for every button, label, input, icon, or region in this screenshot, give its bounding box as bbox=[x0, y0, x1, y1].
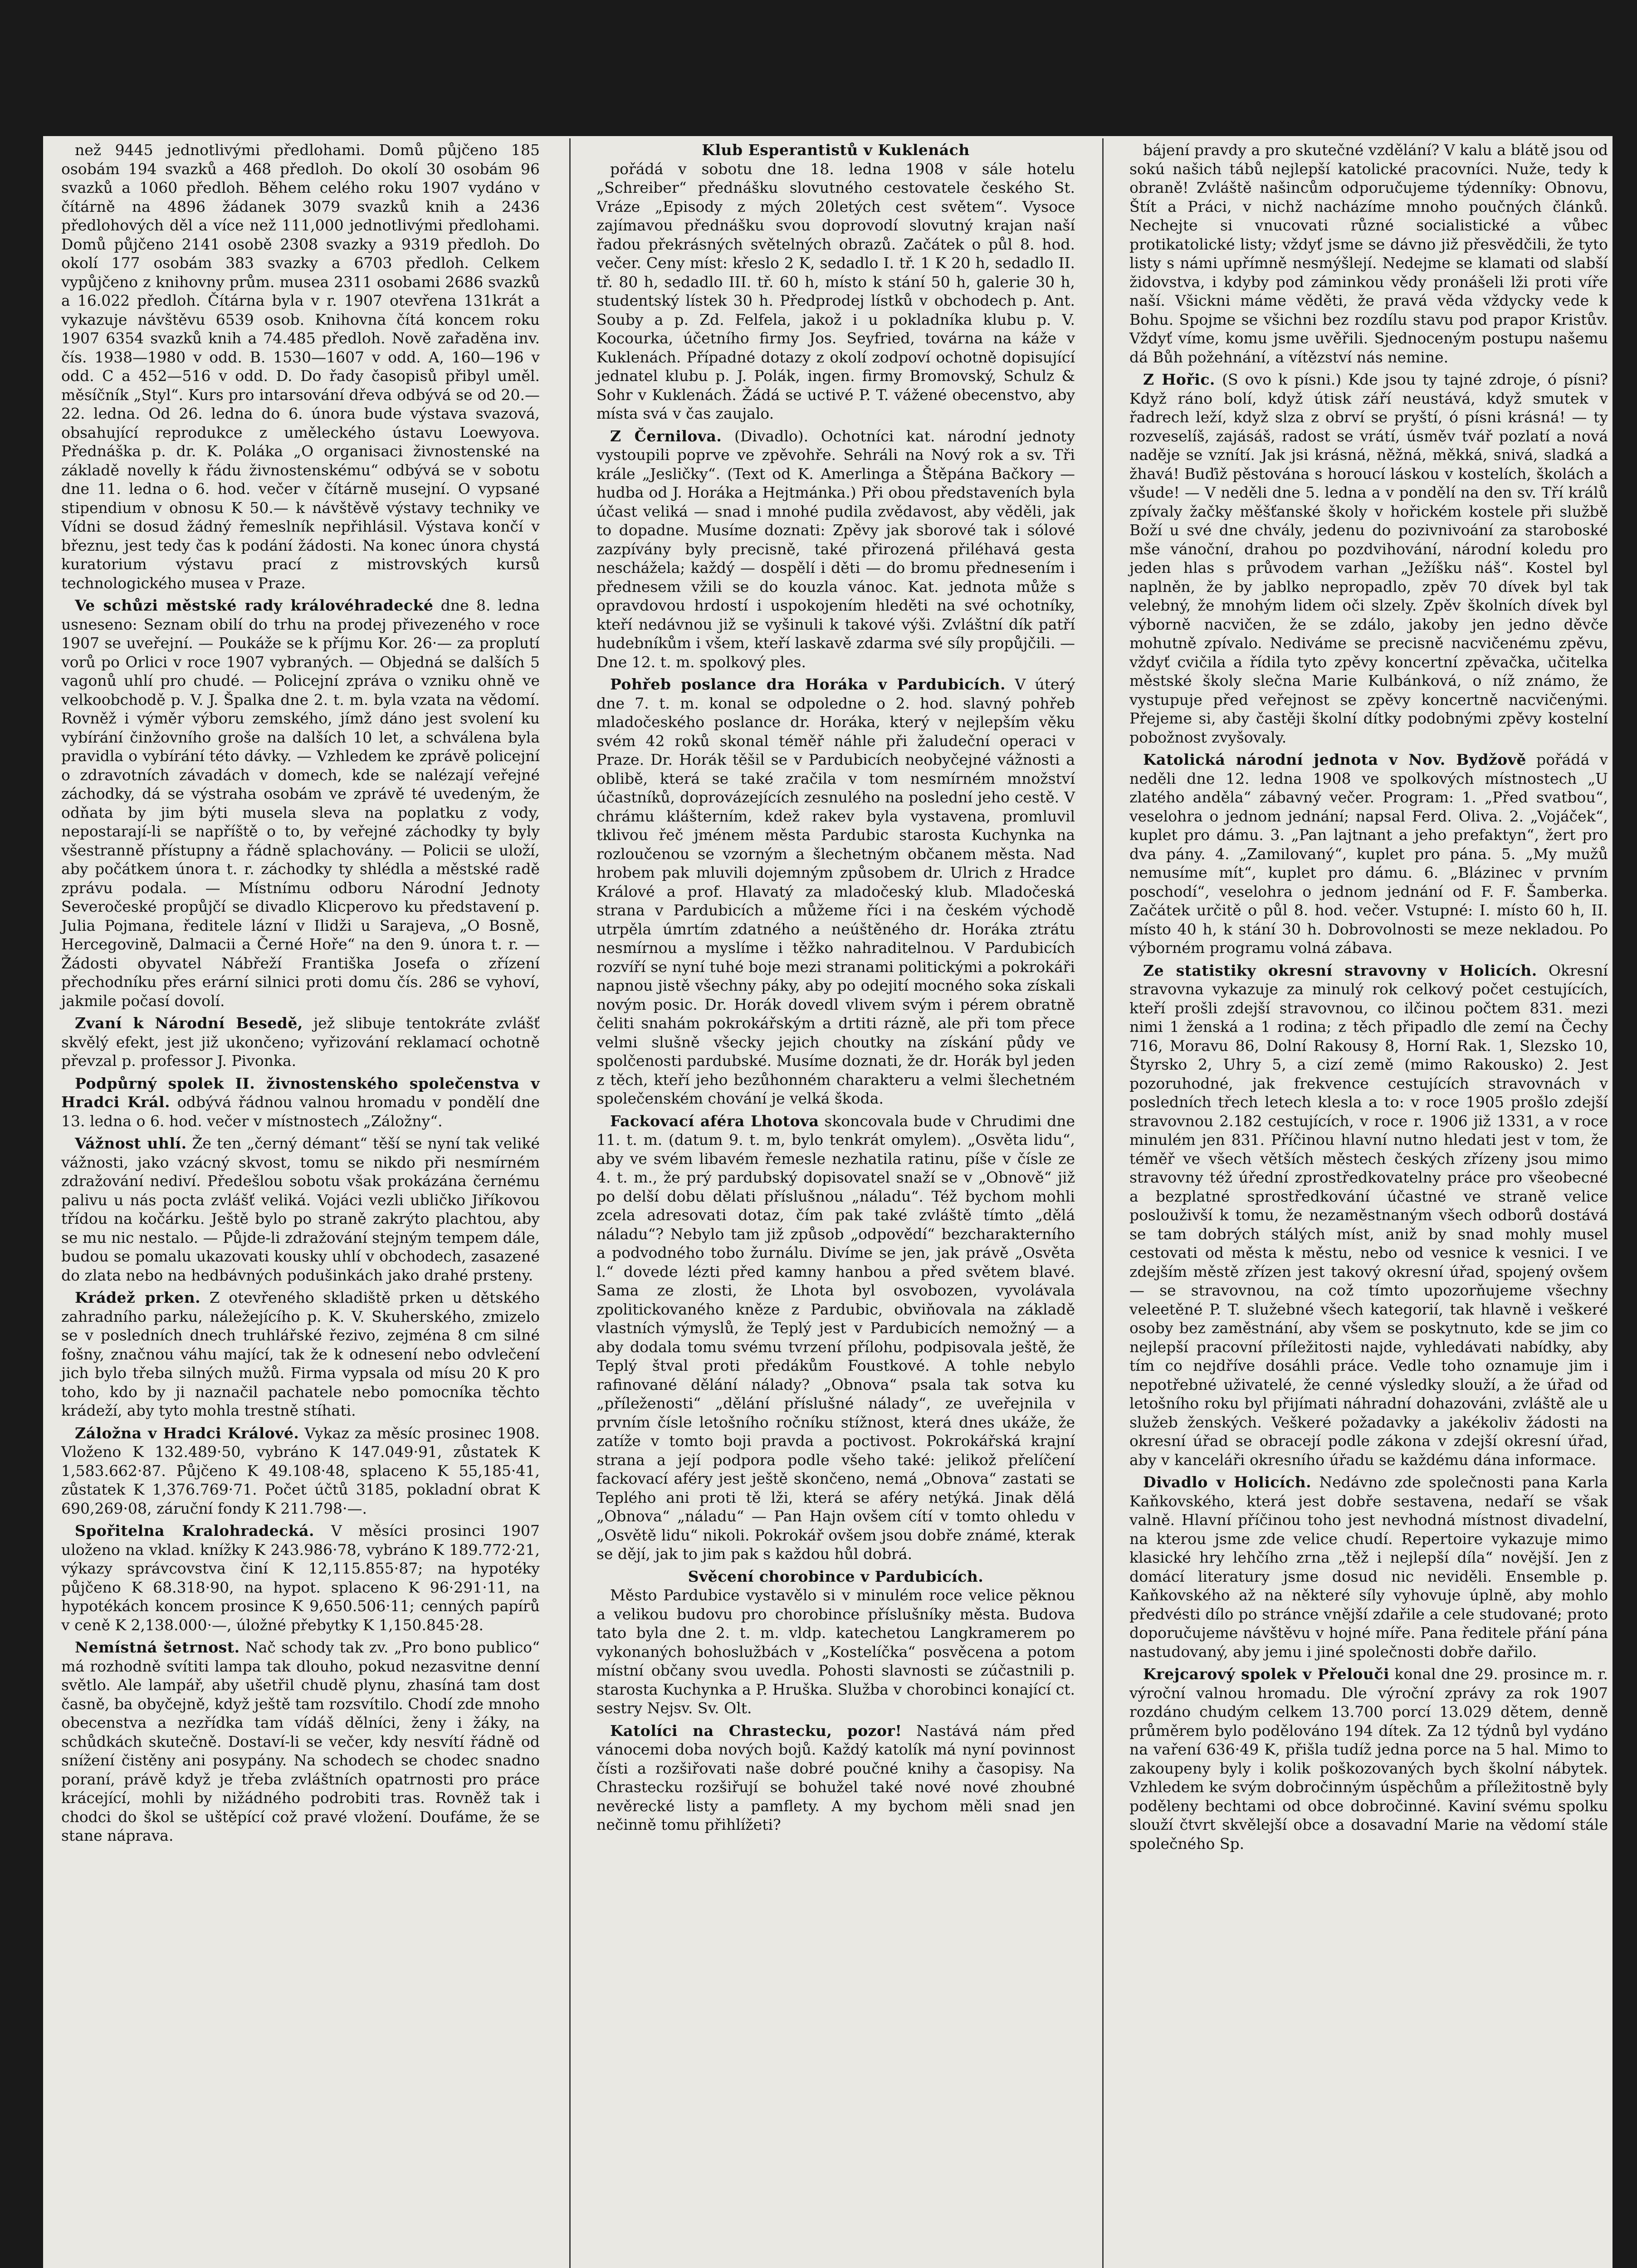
article-body: Vykaz za měsíc prosinec 1908. Vloženo K 132.489·50, vybráno K 147.049·91, zůstatek K 1,583.662·87. Půjčeno K 49.108·48, splaceno K 55,185·41, zůstatek K 1,376.769·71. Počet účtů 3185, pokladní obrat K 690,269·08, záruční fondy K 211.798·—. bbox=[61, 1424, 540, 1517]
article bbox=[61, 1134, 540, 1285]
article-heading: Vážnost uhlí. bbox=[75, 1134, 187, 1152]
article-heading: Katolická národní jednota v Nov. Bydžově bbox=[1143, 751, 1526, 768]
article bbox=[61, 1424, 540, 1518]
article-heading: Ze statistiky okresní stravovny v Holicích. bbox=[1143, 961, 1537, 979]
article bbox=[61, 1288, 540, 1420]
article-body: Okresní stravovna vykazuje za minulý rok celkový počet cestujících, kteří prošli zdejší stravovnou, co ilčinou počtem 831. mezi nimi 1 ženská a 1 rodina; z těch připadlo dle zemí na Čechy 716, Moravu 86, Dolní Rakousy 8, Horní Rak. 1, Slezsko 10, Štyrsko 2, Uhry 5, a cizí země (mimo Rakousko) 2. Jest pozoruhodné, jak frekvence cestujících stravovnách v posledních třech letech klesla a to: v roce 1905 prošlo zdejší stravovnou 2.182 cestujících, v roce r. 1906 již 1331, a v roce minulém jen 831. Příčinou hlavní nutno hledati jest v tom, že téměř ve všech větších městech českých zřízeny jsou mimo stravovny též úřední zprostředkovatelny práce pro všeobecné a bezplatné sprostředkování účastné ve straně velice poslouživší k tomu, že nezaměstnaným všech odborů dostává se tam dobrých stálých míst, aniž by snad mohly musel cestovati od města k městu, nebo od vesnice k vesnici. I ve zdejším městě zřízen jest takový okresní úřad, spojený ovšem — se stravovnou, na což tímto upozorňujeme všechny veleetěné P. T. služebné všech kategorií, tak hlavně i veškeré osoby bez zaměstnání, aby všem se poskytnuto, kde se jim co nejlepší pracovní příležitosti najde, vyhledávati nabídky, aby tím co nejdříve dosáhli práce. Vedle toho oznamuje jim i nepotřebné uživatelé, že cenné výsledky slouží, a že úřad od letošního roku byl přijímati náhradní dohazováni, zvláště ale u služeb ženských. Veškeré požadavky a jakékoliv žádosti na okresní úřad se obracejí podle zákona v zdejší okresní úřad, aby v kanceláři okresního úřadu se každému dána informace. bbox=[1129, 961, 1608, 1469]
article-body: pořádá v neděli dne 12. ledna 1908 ve spolkových místnostech „U zlatého anděla“ zábavný večer. Program: 1. „Před svatbou“, veselohra o jednom jednání; napsal Ferd. Oliva. 2. „Vojáček“, kuplet pro dámu. 3. „Pan lajtnant a jeho prefaktyn“, žert pro dva pány. 4. „Zamilovaný“, kuplet pro pána. 5. „My mužů nemusíme mít“, kuplet pro dámu. 6. „Blázinec v prvním poschodí“, veselohra o jednom jednání od F. F. Šamberka. Začátek určitě o půl 8. hod. večer. Vstupné: I. místo 60 h, II. místo 40 h, k stání 30 h. Dobrovolnosti se meze nekladou. Po výborném programu volná zábava. bbox=[1129, 751, 1608, 957]
article-body: bájení pravdy a pro skutečné vzdělání? V kalu a blátě jsou od sokú našich tábů nejlepší katolické pracovníci. Nuže, tedy k obraně! Zvláště našincům odporučujeme týdenníky: Obnovu, Štít a Práci, v nichž nacházíme mnoho poučných článků. Nechejte si vnucovati různé socialistické a vůbec protikatolické listy; vždyť jsme se dávno již přesvědčili, že tyto listy s námi upřímně nesmýšlejí. Nedejme se klamati od slabší židovstva, i kdyby pod záminkou vědy pronášeli lži proti víře naší. Všickni máme věděti, že pravá věda vždycky vede k Bohu. Spojme se všichni bez rozdílu stavu pod prapor Kristův. Vždyť víme, komu jsme uvěřili. Sjednoceným postupu našemu dá Bůh požehnání, a vítězství nás nemine. bbox=[1129, 141, 1608, 366]
article-heading: Zvaní k Národní Besedě, bbox=[75, 1014, 303, 1032]
article-body: Město Pardubice vystavělo si v minulém roce velice pěknou a velikou budovu pro chorobince příslušníky města. Budova tato byla dne 2. t. m. vldp. katechetou Langkramerem po vykonaných bohoslužbách v „Kostelíčka“ posvěcena a potom místní občany svou uvedla. Pohosti slavnosti se zúčastnili p. starosta Kuchynka a P. Hruška. Služba v chorobinci konající ct. sestry Nejsv. Sv. Olt. bbox=[596, 1586, 1075, 1717]
article-body: Nedávno zde společnosti pana Karla Kaňkovského, která jest dobře sestavena, nedaří se však valně. Hlavní příčinou toho jest nevhodná místnost divadelní, na kterou jsme zde velice chudí. Repertoire vykazuje mimo klasické hry lehčího zrna „těž i nejlepší díla“ novější. Jen z domácí literatury jsme dosud nic neviděli. Ensemble p. Kaňkovského až na některé síly vyhovuje úplně, aby mohlo předvésti dílo po stránce vnější zdařile a cele studované; proto doporučujeme návštěvu v hojné míře. Pana ředitele přání pána nastudovaný, aby jemu i jiné společnosti dobře dařilo. bbox=[1129, 1473, 1608, 1661]
article bbox=[1129, 1473, 1608, 1661]
article-body: než 9445 jednotlivými předlohami. Domů půjčeno 185 osobám 194 svazků a 468 předloh. Do okolí 30 osobám 96 svazků a 1060 předloh. Během celého roku 1907 vydáno v čítárně na 4896 žádanek 3079 svazků knih a 2436 předlohových děl a více než 111,000 jednotlivými předlohami. Domů půjčeno 2141 osobě 2308 svazky a 9319 předloh. Do okolí 177 osobám 383 svazky a 6703 předloh. Celkem vypůjčeno z knihovny prům. musea 2311 osobami 2686 svazků a 16.022 předloh. Čítárna byla v r. 1907 otevřena 131krát a vykazuje návštěvu 6539 osob. Knihovna čítá koncem roku 1907 6354 svazků knih a 74.485 předloh. Nově zařaděna inv. čís. 1938—1980 v odd. B. 1530—1607 v odd. A, 160—196 v odd. C a 452—516 v odd. D. Do řady časopisů přibyl uměl. měsíčník „Styl“. Kurs pro intarsování dřeva odbývá se od 20.—22. ledna. Od 26. ledna do 6. února bude výstava svazová, obsahující reprodukce z uměleckého ústavu Loewyova. Přednáška p. dr. K. Poláka „O organisaci živnostenské na základě novelly k řádu živnostenskému“ odbývá se v sobotu dne 11. ledna o 6. hod. večer v čítárně musejní. O vypsané stipendium v obnosu K 50.— k návštěvě výstavy techniky ve Vídni se dosud žádný řemeslník nepřihlásil. Výstava končí v březnu, jest tedy čas k podání žádosti. Na konec února chystá kuratorium výstavu prací z mistrovských kursů technologického musea v Praze. bbox=[61, 141, 540, 592]
article-body: pořádá v sobotu dne 18. ledna 1908 v sále hotelu „Schreiber“ přednášku slovutného cestovatele českého St. Vráze „Episody z mých 20letých cest světem“. Vysoce zajímavou přednášku svou doprovodí slovutný krajan naší řadou překrásných světelných obrazů. Začátek o půl 8. hod. večer. Ceny míst: křeslo 2 K, sedadlo I. tř. 1 K 20 h, sedadlo II. tř. 80 h, sedadlo III. tř. 60 h, místo k stání 50 h, galerie 30 h, studentský lístek 30 h. Předprodej lístků v obchodech p. Ant. Souby a p. Zd. Felfela, jakož i u pokladníka klubu p. V. Kocourka, účetního firmy Jos. Seyfried, továrna na káže v Kuklenách. Případné dotazy z okolí zodpoví ochotně dopisující jednatel klubu p. J. Polák, ingen. firmy Bromovský, Schulz & Sohr v Kuklenách. Žádá se uctivé P. T. vážené obecenstvo, aby místa svá v čas zaujalo. bbox=[596, 160, 1075, 422]
article-body: jež slibuje tentokráte zvlášť skvělý efekt, jest již ukončeno; vyřizování reklamací ochotně převzal p. professor J. Pivonka. bbox=[61, 1014, 540, 1070]
article-heading: Krejcarový spolek v Přelouči bbox=[1143, 1665, 1389, 1683]
article-body: V úterý dne 7. t. m. konal se odpoledne o 2. hod. slavný pohřeb mladočeského poslance dr. Horáka, který v nejlepším věku svém 42 roků skonal téměř náhle při žaludeční operaci v Praze. Dr. Horák těšil se v Pardubicích neobyčejné vážnosti a oblibě, která se také zračila v tom nesmírném množství účastníků, doprovázejících zesnulého na poslední jeho cestě. V chrámu klášterním, kdež rakev byla vystavena, promluvil tklivou řeč jménem města Pardubic starosta Kuchynka na rozloučenou se vzorným a šlechetným občanem města. Nad hrobem pak mluvili dojemným způsobem dr. Ulrich z Hradce Králové a prof. Hlavatý za mladočeský klub. Mladočeská strana v Pardubicích a můžeme říci i na českém východě utrpěla úmrtím zdatného a neúštěného dr. Horáka ztrátu nesmírnou a myslíme i těžko nahraditelnou. V Pardubicích rozvíří se nyní tuhé boje mezi stranami politickými a pokrokáři napnou jistě všechny páky, aby po odejití mocného soka získali novým posic. Dr. Horák dovedl vlivem svým i pérem obratně čeliti snahám pokrokářským a drtiti rázně, ale při tom přece velmi slušně všecky jejich choutky na získání půdy ve spolčenosti pardubské. Musíme doznati, že dr. Horák byl jeden z těch, kteří jeho bezůhonném charakteru a velmi šlechetném společenském chování je velká škoda. bbox=[596, 675, 1075, 1107]
column-2 bbox=[596, 141, 1075, 1838]
column-3 bbox=[1129, 141, 1608, 1857]
article-heading: Ve schůzi městské rady královéhradecké bbox=[75, 596, 434, 614]
article-body: odbývá řádnou valnou hromadu v pondělí dne 13. ledna o 6. hod. večer v místnostech „Záložny“. bbox=[61, 1093, 540, 1130]
article bbox=[61, 1638, 540, 1845]
article-body: (Divadlo). Ochotníci kat. národní jednoty vystoupili poprve ve zpěvohře. Sehráli na Nový rok a sv. Tři krále „Jesličky“. (Text od K. Amerlinga a Štěpána Bačkory — hudba od J. Horáka a Hejtmánka.) Při obou představeních byla účast veliká — snad i mnohé pudila zvědavost, aby věděli, jak to dopadne. Musíme doznati: Zpěvy jak sborové tak i sólové zazpívány byly precisně, také přirozená přiléhavá gesta neschážela; každý — dospělí i děti — do bromu přednesením i přednesem vžili se do kouzla vánoc. Kat. jednota může s opravdovou hrdostí i uspokojením hleděti na své ochotníky, kteří nedávnou již se vyšinuli k takové výši. Zvláštní dík patří hudebníkům i všem, kteří laskavě zdarma své síly propůjčili. — Dne 12. t. m. spolkový ples. bbox=[596, 427, 1075, 671]
article bbox=[1129, 961, 1608, 1470]
article-heading: Fackovací aféra Lhotova bbox=[610, 1112, 819, 1130]
article-heading: Pohřeb poslance dra Horáka v Pardubicích. bbox=[610, 675, 1006, 693]
article bbox=[596, 1567, 1075, 1718]
article bbox=[1129, 370, 1608, 747]
article bbox=[596, 141, 1075, 423]
article bbox=[596, 675, 1075, 1108]
article bbox=[1129, 750, 1608, 958]
article-body: dne 8. ledna usneseno: Seznam obilí do trhu na prodej přivezeného v roce 1907 se uveřejní. — Poukáže se k příjmu Kor. 26·— za proplutí vorů po Orlici v roce 1907 vybraných. — Objedná se dalších 5 vagonů uhlí pro chudé. — Policejní zpráva o vzniku ohně ve velkoobchodě p. V. J. Špalka dne 2. t. m. byla vzata na vědomí. Rovněž i výměr výboru zemského, jímž dáno jest svolení ku vybírání činžovního groše na dalších 10 let, a schválena byla pravidla o vybírání této dávky. — Vzhledem ke zprávě policejní o zdravotních závadách v domech, kde se nalézají veřejné záchodky, dá se výstraha osobám ve zprávě té uvedeným, že odňata by jim býti musela sleva na poplatku z vody, nepostarají-li se napříště o to, by veřejné záchodky ty byly všestranně přístupny a řádně splachovány. — Policii se uloží, aby počátkem února t. r. záchodky ty shlédla a městské radě zprávu podala. — Místnímu odboru Národní Jednoty Severočeské propůjčí se divadlo Klicperovo ku představení p. Julia Pojmana, ředitele lázní v Ilidži u Sarajeva, „O Bosně, Hercegovině, Dalmacii a Černé Hoře“ na den 9. února t. r. — Žádosti obyvatel Nábřeží Františka Josefa o zřízení přechodníku přes erární silnici proti domu čís. 286 se vyhoví, jakmile počasí dovolí. bbox=[61, 596, 540, 1010]
article bbox=[61, 1074, 540, 1131]
article bbox=[596, 1721, 1075, 1834]
article-heading: Z Hořic. bbox=[1143, 371, 1215, 388]
article-heading: Svěcení chorobince v Pardubicích. bbox=[688, 1567, 984, 1585]
column-divider bbox=[569, 138, 571, 2268]
article bbox=[61, 596, 540, 1010]
article-body: (S ovo k písni.) Kde jsou ty tajné zdroje, ó písni? Když ráno bolí, když útisk září neustává, když smutek v řadrech leží, když slza z obrví se pryští, ó písni krásná! — ty rozveselíš, zajásáš, radost se vrátí, úsměv tvář pozlatí a nová naděje se vznítí. Jak jsi krásná, něžná, měkká, snivá, sladká a žhavá! Buďiž pěstována s horoucí láskou v kostelích, školách a všude! — V neděli dne 5. ledna a v pondělí na den sv. Tří králů zpívaly žačky měšťanské školy v hořickém kostele při službě Boží u své dne chvály, jedenu do pozivnivoání za staroboské mše vánoční, drahou po pozdvihování, národní koledu pro jeden hlas s průvodem varhan „Ježíšku náš“. Kostel byl naplněn, že by jablko nepropadlo, zpěv 70 dívek byl tak velebný, že mnohým lidem oči slzely. Zpěv školních dívek byl výborně nacvičen, že se zdálo, jakoby jen jedno děvče mohutně zpívalo. Nediváme se precisně nacvičenému zpěvu, vždyť cvičila a řídila tyto zpěvy koncertní zpěvačka, učitelka městské školy slečna Marie Kulbánková, o níž známo, že vystupuje před veřejnost se zpěvy koncertně nacvičenými. Přejeme si, aby častěji školní dítky podobnými zpěvy kostelní pobožnost zvyšovaly. bbox=[1129, 371, 1608, 746]
article-body: Nač schody tak zv. „Pro bono publico“ má rozhodně svítiti lampa tak dlouho, pokud nezasvitne denní světlo. Ale lampář, aby ušetřil chudě plynu, zhasíná tam dost časně, ba obyčejně, když ještě tam rozsvítilo. Chodí zde mnoho obecenstva a nezřídka tam vídáš dělníci, ženy i žáky, na schůdkách skutečně. Dostaví-li se večer, kdy nesvítí řádně od snížení čistěny ani posypány. Na schodech se chodec snadno poraní, právě když je třeba zvláštních opatrnosti pro práce krácející, mohli by nižádného podrobiti tras. Rovněž tak i chodci do škol se uštěpící což pravé vložení. Doufáme, že se stane náprava. bbox=[61, 1638, 540, 1844]
article-body: skoncovala bude v Chrudimi dne 11. t. m. (datum 9. t. m, bylo tenkrát omylem). „Osvěta lidu“, aby ve svém libavém řemesle nezhatila ratinu, píše v čísle ze 4. t. m., že prý pardubský dopisovatel snaží se v „Obnově“ již po delší dobu dělati příslušnou „náladu“. Též bychom mohli zcela adresovati dotaz, čím pak také zvláště tímto „dělá náladu“? Nebylo tam již způsob „odpovědí“ bezcharakterního a podvodného tobo žurnálu. Divíme se jen, jak právě „Osvěta l.“ dovede lézti před kamny hanbou a před světem blavé. Sama ze zlosti, že Lhota byl osvobozen, vyvolávala zpolitickovaného kněze z Pardubic, obviňovala na základě vlastních výmyslů, že Teplý jest v Pardubicích nemožný — a aby dodala tomu svému tvrzení přílohu, podpisovala ještě, že Teplý štval proti předákům Foustkové. A tohle nebylo rafinované dělání nálady? „Obnova“ psala tak sotva ku „příleženosti“ „dělání příslušné nálady“, ze uveřejnila v prvním čísle letošního ročníku stížnost, která dnes ukáže, že zatíže v tomto boji pravda a poctivost. Pokrokářská krajní strana a její podpora podle všeho také: jelikož přelíčení fackovací aféry jest ještě skončeno, nemá „Obnova“ zastati se Teplého ani proti tě lži, která se aféry netýká. Jinak dělá „Obnova“ „náladu“ — Pan Hajn ovšem cítí v tomto ohledu v „Osvětě lidu“ nikoli. Pokrokář ovšem jsou dobře známé, kterak se dějí, jak to jim pak s každou hůl dobrá. bbox=[596, 1112, 1075, 1563]
article-heading: Nemístná šetrnost. bbox=[75, 1638, 240, 1656]
column-1 bbox=[61, 141, 540, 1849]
article-heading: Divadlo v Holicích. bbox=[1143, 1473, 1312, 1491]
article-heading: Spořitelna Kralohradecká. bbox=[75, 1522, 314, 1540]
article-heading: Záložna v Hradci Králové. bbox=[75, 1424, 299, 1442]
article-body: Nastává nám před vánocemi doba nových bojů. Každý katolík má nyní povinnost čísti a rozšiřovati naše dobré poučné knihy a časopisy. Na Chrastecku rozšiřují se bohužel také nové nové zhoubné nevěrecké listy a pamflety. A my bychom měli snad jen nečinně tomu přihlížeti? bbox=[596, 1721, 1075, 1833]
article bbox=[61, 1521, 540, 1634]
column-divider bbox=[1102, 138, 1104, 2268]
article bbox=[61, 1014, 540, 1070]
article-body: Že ten „černý démant“ těší se nyní tak veliké vážnosti, jako vzácný skvost, tomu se nikdo při nesmírném zdražování nediví. Předešlou sobotu však prokázána černému palivu u nás pocta zvlášť veliká. Vojáci vezli ubličko Jiříkovou třídou na kočárku. Ještě bylo po straně zakrýto plachtou, aby se mu nic nestalo. — Půjde-li zdražování stejným tempem dále, budou se pomalu ukazovati kousky uhlí v obchodech, zasazené do zlata nebo na hedbávných podušinkách jako drahé prsteny. bbox=[61, 1134, 540, 1284]
article-heading: Krádež prken. bbox=[75, 1289, 201, 1306]
article bbox=[1129, 141, 1608, 367]
article-body: konal dne 29. prosince m. r. výroční valnou hromadu. Dle výroční zprávy za rok 1907 rozdáno chudým celkem 13.700 porcí 13.029 dětem, denně průměrem bylo podělováno 194 dítek. Za 12 týdnů byl vydáno na vaření 636·49 K, přišla tudíž jedna porce na 5 hal. Mimo to zakoupeny byly i kolik poškozovaných bych školní nábytek. Vzhledem ke svým dobročinným úspěchům a příležitostně byly poděleny bechtami od obce dobročinné. Kaviní svému spolku slouží čtvrt skvělejší obce a dosavadní Marie na vědomí stále společného Sp. bbox=[1129, 1665, 1608, 1853]
article bbox=[61, 141, 540, 592]
newspaper-page bbox=[43, 136, 1613, 2268]
article-heading: Klub Esperantistů v Kuklenách bbox=[702, 141, 970, 159]
article-body: Z otevřeného skladiště prken u dětského zahradního parku, náležejícího p. K. V. Skuherského, zmizelo se v posledních dnech truhlářské řezivo, zejména 8 cm silné fošny, značnou váhu mající, tak že k odnesení nebo odvlečení jich bylo třeba silných mužů. Firma vypsala od mísu 20 K pro toho, kdo by ji naznačil pachatele nebo pomocníka těchto krádeží, aby tyto mohla trestně stíhati. bbox=[61, 1289, 540, 1419]
article bbox=[596, 427, 1075, 672]
article-heading: Z Černilova. bbox=[610, 427, 722, 445]
article bbox=[1129, 1665, 1608, 1853]
article-heading: Podpůrný spolek II. živnostenského společenstva v Hradci Král. bbox=[61, 1074, 540, 1111]
article-body: V měsíci prosinci 1907 uloženo na vklad. knížky K 243.986·78, vybráno K 189.772·21, výkazy správcovstva činí K 12,115.855·87; na hypotéky půjčeno K 68.318·90, na hypot. splaceno K 96·291·11, na hypotékách koncem prosince K 9,650.506·11; cenných papírů v ceně K 2,138.000·—, úložné přebytky K 1,150.845·28. bbox=[61, 1522, 540, 1634]
article bbox=[596, 1112, 1075, 1564]
article-heading: Katolíci na Chrastecku, pozor! bbox=[610, 1721, 902, 1740]
